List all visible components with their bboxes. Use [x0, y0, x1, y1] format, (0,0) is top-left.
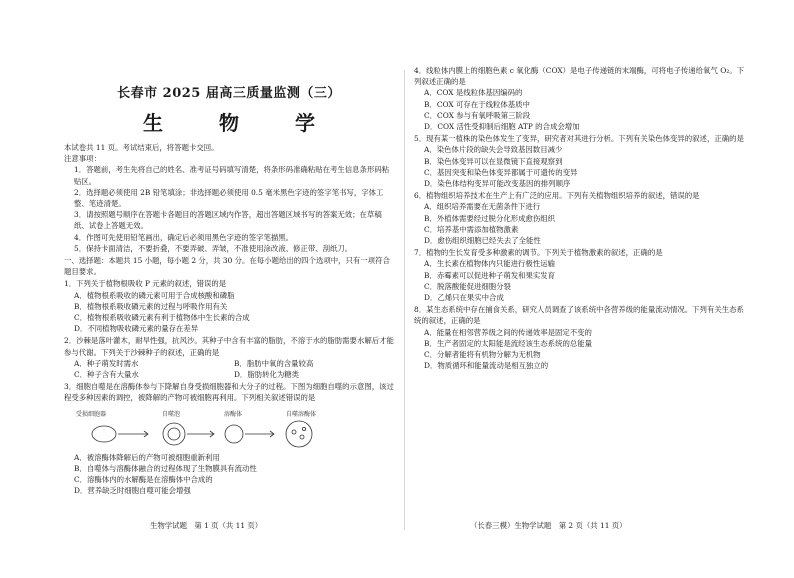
question-stem: 5．现有某一植株的染色体发生了变异，研究者对其进行分析。下列有关染色体变异的叙述，正确的是	[414, 134, 744, 144]
notice-item: 3．请按照题号顺序在答题卡各题目的答题区域内作答，超出答题区域书写的答案无效；在草稿纸、试卷上答题无效。	[74, 210, 382, 231]
autophagosome-inner-shape	[168, 428, 180, 440]
figure-label: 自噬溶酶体	[286, 410, 317, 418]
notice-item: 4．作图可先使用铅笔画出，确定后必须用黑色字迹的签字笔描黑。	[74, 232, 294, 242]
exam-title: 长春市 2025 届高三质量监测（三）	[117, 86, 341, 101]
notice-intro: 本试卷共 11 页。考试结束后，将答题卡交回。	[64, 143, 219, 152]
section-one-heading: 一、选择题：本题共 15 小题，每小题 2 分，共 30 分。在每小题给出的四个选项中，只有一项符合题目要求。	[64, 256, 390, 277]
question-option: B．染色体变异可以在显微镜下直接观察到	[424, 156, 563, 166]
question-stem: 4．线粒体内膜上的细胞色素 c 氧化酶（COX）是电子传递链的末端酶，可将电子传递给氧气 O₂。下列叙述正确的是	[414, 66, 744, 87]
question-option: D．脂肪转化为糖类	[234, 370, 300, 380]
question-stem: 3．细胞自噬是在溶酶体参与下降解自身受损细胞器和大分子的过程。下图为细胞自噬的示意图，该过程受多种因素的调控，被降解的产物可被细胞再利用。下列相关叙述错误的是	[64, 382, 394, 403]
question-option: D．乙烯只在果实中合成	[424, 293, 504, 303]
question-stem: 2．沙棘是落叶灌木，耐旱性强，抗风沙。其种子中含有丰富的脂肪，不溶于水的脂肪需要水解后才能参与代谢。下列关于沙棘种子的叙述，正确的是	[64, 336, 394, 357]
notice-item: 1．答题前，考生先将自己的姓名、准考证号码填写清楚，将条形码准确粘贴在考生信息条形码粘贴区。	[74, 165, 390, 186]
question-option: C．基因突变和染色体变异都属于可遗传的变异	[424, 167, 578, 177]
column-divider	[404, 70, 405, 530]
question-option: C．脱落酸能促进细胞分裂	[424, 281, 511, 291]
question-option: A．生长素在植物体内只能进行极性运输	[424, 259, 555, 269]
question-option: B．COX 可存在于线粒体基质中	[424, 99, 530, 109]
question-option: D．营养缺乏时细胞自噬可能会增强	[74, 486, 191, 496]
question-stem: 7．植物的生长发育受多种激素的调节。下列关于植物激素的叙述，正确的是	[414, 248, 663, 258]
question-option: C．分解者能将有机物分解为无机物	[424, 350, 541, 360]
question-option: A．被溶酶体降解后的产物可被细胞重新利用	[74, 452, 220, 462]
lysosome-shape	[225, 425, 243, 443]
question-option: B．外植体需要经过脱分化形成愈伤组织	[424, 213, 556, 223]
question-option: C．植物根系吸收磷元素有利于植物体中生长素的合成	[74, 313, 250, 323]
question-option: A．植物根系吸收的磷元素可用于合成核酸和磷脂	[74, 290, 235, 300]
question-option: C．COX 参与有氧呼吸第三阶段	[424, 110, 531, 120]
question-stem: 8．某生态系统中存在捕食关系，研究人员调查了该系统中各营养级的能量流动情况。下列有关生态系统的叙述，正确的是	[414, 305, 744, 326]
figure-label: 自噬泡	[162, 410, 181, 418]
question-option: C．种子含有大量水	[74, 370, 139, 380]
autophagosome-shape	[163, 423, 185, 445]
granule-shape	[292, 430, 296, 434]
autolysosome-shape	[286, 421, 312, 447]
granule-shape	[302, 427, 305, 430]
page-footer-right: （长春三模）生物学试题 第 2 页（共 11 页）	[470, 521, 627, 530]
question-option: D．物质循环和能量流动是相互独立的	[424, 361, 549, 371]
question-option: A．能量在相邻营养级之间的传递效率是固定不变的	[424, 327, 592, 337]
option-grid	[64, 358, 394, 380]
question-option: B．自噬体与溶酶体融合的过程体现了生物膜具有流动性	[74, 463, 257, 473]
question-option: B．脂肪中氧的含量较高	[234, 358, 314, 368]
question-option: B．植物根系吸收磷元素的过程与呼吸作用有关	[74, 301, 228, 311]
question-option: A．种子萌发时需水	[74, 358, 139, 368]
right-column	[414, 64, 744, 371]
question-option: C．溶酶体内的水解酶是在溶酶体中合成的	[74, 475, 213, 485]
question-option: C．培养基中需添加植物激素	[424, 224, 519, 234]
figure-label: 受损细胞器	[76, 410, 107, 418]
question-option: A．组织培养需要在无菌条件下进行	[424, 202, 541, 212]
left-column	[64, 60, 394, 496]
question-option: D．染色体结构变异可能改变基因的排列顺序	[424, 179, 571, 189]
question-stem: 6．植物组织培养技术在生产上有广泛的应用。下列有关植物组织培养的叙述，错误的是	[414, 191, 700, 201]
autophagy-figure	[74, 406, 394, 450]
question-option: D．愈伤组织细胞已经失去了全能性	[424, 236, 541, 246]
question-option: B．赤霉素可以促进种子萌发和果实发育	[424, 270, 556, 280]
question-option: A．染色体片段的缺失会导致基因数目减少	[424, 145, 563, 155]
notice-item: 2．选择题必须使用 2B 铅笔填涂；非选择题必须使用 0.5 毫米黑色字迹的签字笔书写，字体工整、笔迹清楚。	[74, 187, 384, 209]
notice-item: 5．保持卡面清洁，不要折叠，不要弄破、弄皱，不准使用涂改液、修正带、刮纸刀。	[74, 243, 353, 253]
damaged-organelle-shape	[92, 426, 116, 442]
autophagy-diagram	[74, 406, 374, 450]
question-stem: 1．下列关于植物根吸收 P 元素的叙述，错误的是	[64, 279, 227, 289]
subject-title: 生 物 学	[143, 111, 333, 135]
question-option: A．COX 是线粒体基因编码的	[424, 88, 523, 98]
question-option: B．生产者固定的太阳能是流经该生态系统的总能量	[424, 338, 593, 348]
page-footer-left: 生物学试题 第 1 页（共 11 页）	[150, 521, 263, 530]
notice-label: 注意事项：	[64, 154, 101, 164]
question-option: D．不同植物吸收磷元素的量存在差异	[74, 324, 199, 334]
question-option: D．COX 活性受抑制后细胞 ATP 的合成会增加	[424, 122, 580, 132]
figure-label: 溶酶体	[224, 410, 243, 418]
granule-shape	[300, 435, 304, 439]
